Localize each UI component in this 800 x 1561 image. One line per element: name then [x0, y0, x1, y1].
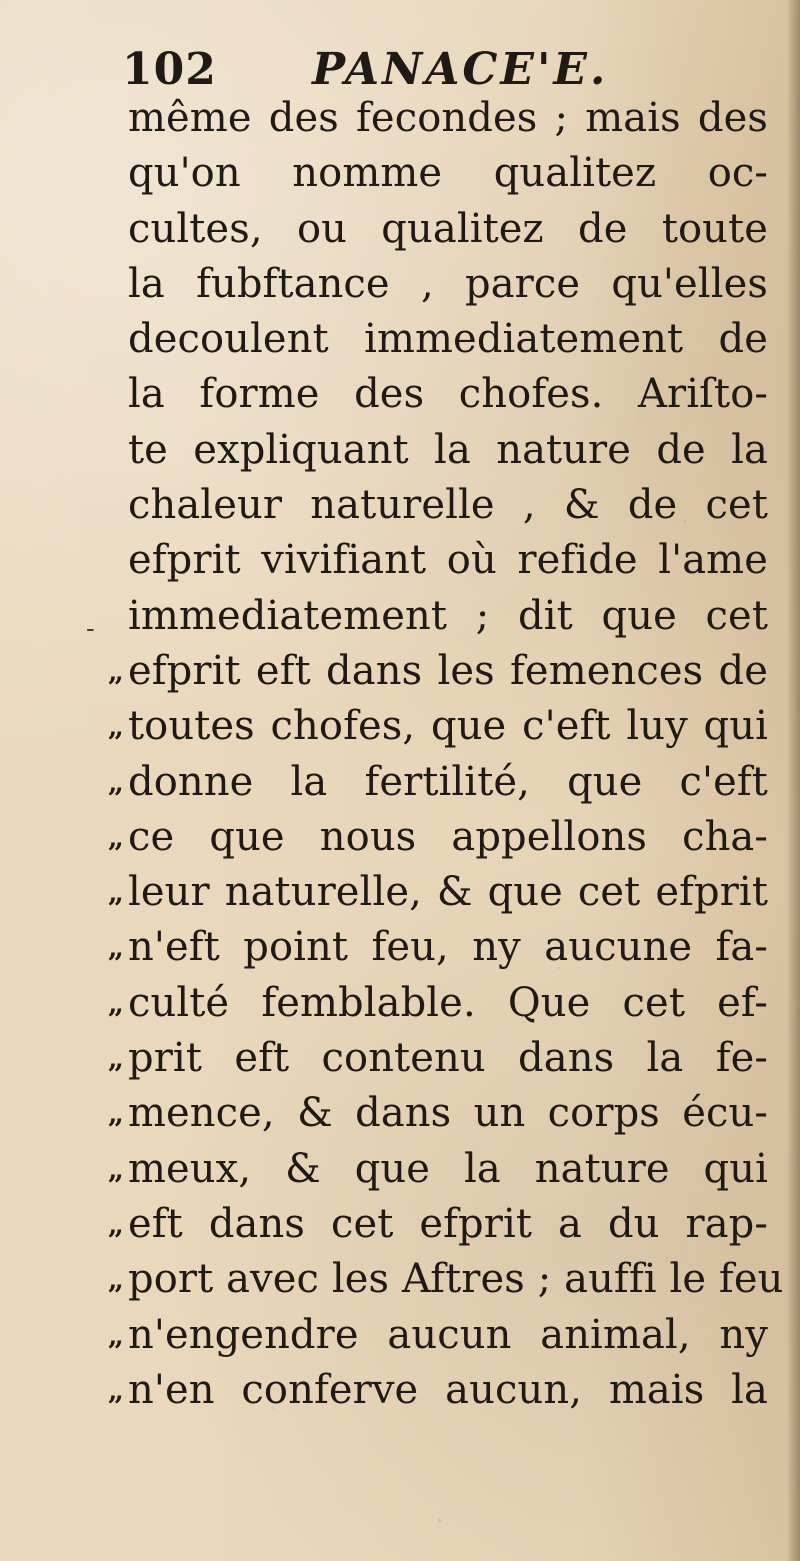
- page-number: 102: [122, 44, 217, 95]
- line-text-17: culté femblable. Que cet ef-: [128, 979, 768, 1026]
- quote-mark-16: „: [107, 931, 124, 965]
- line-text-6: la forme des chofes. Ariſto-: [128, 371, 768, 418]
- text-line-5: [128, 312, 778, 367]
- quote-mark-13: „: [107, 765, 124, 799]
- line-text-5: decoulent immediatement de: [128, 316, 768, 363]
- line-text-1: même des fecondes ; mais des: [128, 95, 768, 141]
- paper-speck: [558, 967, 560, 969]
- quote-mark-24: „: [107, 1373, 124, 1407]
- quote-mark-19: „: [107, 1097, 124, 1131]
- line-text-12: toutes chofes, que c'eft luy qui: [128, 703, 768, 750]
- quote-mark-20: „: [107, 1152, 124, 1186]
- line-text-18: prit eft contenu dans la fe-: [128, 1035, 768, 1082]
- line-text-13: donne la fertilité, que c'eft: [128, 758, 768, 805]
- line-text-7: te expliquant la nature de la: [128, 426, 768, 473]
- text-line-17: [107, 976, 778, 1031]
- text-line-20: [107, 1142, 778, 1197]
- text-line-13: [107, 755, 778, 810]
- text-line-23: [107, 1308, 778, 1363]
- quote-mark-21: „: [107, 1207, 124, 1241]
- text-line-2: [128, 146, 778, 201]
- line-text-15: leur naturelle, & que cet efprit: [128, 869, 768, 916]
- line-text-4: la fubftance , parce qu'elles: [128, 260, 768, 307]
- paper-speck: [272, 1407, 274, 1409]
- quote-mark-22: „: [107, 1263, 124, 1297]
- line-text-20: meux, & que la nature qui: [128, 1145, 768, 1192]
- page-text-block: [107, 91, 784, 1481]
- text-line-16: [107, 920, 778, 975]
- line-text-8: chaleur naturelle , & de cet: [128, 482, 768, 529]
- paper-speck: [684, 520, 686, 522]
- text-line-11: [107, 644, 778, 699]
- text-line-10: [128, 589, 778, 644]
- line-text-9: efprit vivifiant où refide l'ame: [128, 537, 768, 584]
- line-text-19: mence, & dans un corps écu-: [128, 1090, 768, 1137]
- line-text-22: port avec les Aftres ; auffi le feu: [128, 1256, 784, 1303]
- text-line-21: [107, 1197, 778, 1252]
- line-text-14: ce que nous appellons cha-: [128, 813, 768, 860]
- text-line-19: [107, 1086, 778, 1141]
- line-text-3: cultes, ou qualitez de toute: [128, 205, 768, 252]
- text-line-14: [107, 810, 778, 865]
- text-line-9: [128, 533, 778, 588]
- line-text-2: qu'on nomme qualitez oc-: [128, 150, 768, 197]
- text-line-7: [128, 423, 778, 478]
- line-text-10: immediatement ; dit que cet: [128, 592, 768, 639]
- line-text-11: efprit eft dans les femences de: [128, 647, 768, 694]
- quote-mark-23: „: [107, 1318, 124, 1352]
- line-text-16: n'eft point feu, ny aucune fa-: [128, 924, 768, 971]
- text-line-15: [107, 865, 778, 920]
- quote-mark-11: „: [107, 654, 124, 688]
- quote-mark-17: „: [107, 986, 124, 1020]
- margin-mark: -: [86, 614, 95, 644]
- text-line-12: [107, 699, 778, 754]
- line-text-24: n'en conferve aucun, mais la: [128, 1366, 768, 1413]
- text-line-1: [128, 91, 778, 146]
- text-line-4: [128, 257, 778, 312]
- text-line-3: [128, 202, 778, 257]
- line-text-23: n'engendre aucun animal, ny: [128, 1311, 768, 1358]
- quote-mark-14: „: [107, 820, 124, 854]
- quote-mark-15: „: [107, 876, 124, 910]
- line-text-21: eft dans cet efprit a du rap-: [128, 1200, 768, 1247]
- text-line-6: [128, 367, 778, 422]
- quote-mark-18: „: [107, 1042, 124, 1076]
- text-line-22: [107, 1252, 784, 1307]
- quote-mark-12: „: [107, 710, 124, 744]
- text-line-24: [107, 1363, 778, 1418]
- text-line-8: [128, 478, 778, 533]
- text-line-18: [107, 1031, 778, 1086]
- paper-speck: [438, 1519, 441, 1522]
- running-title: PANACE'E.: [312, 44, 609, 95]
